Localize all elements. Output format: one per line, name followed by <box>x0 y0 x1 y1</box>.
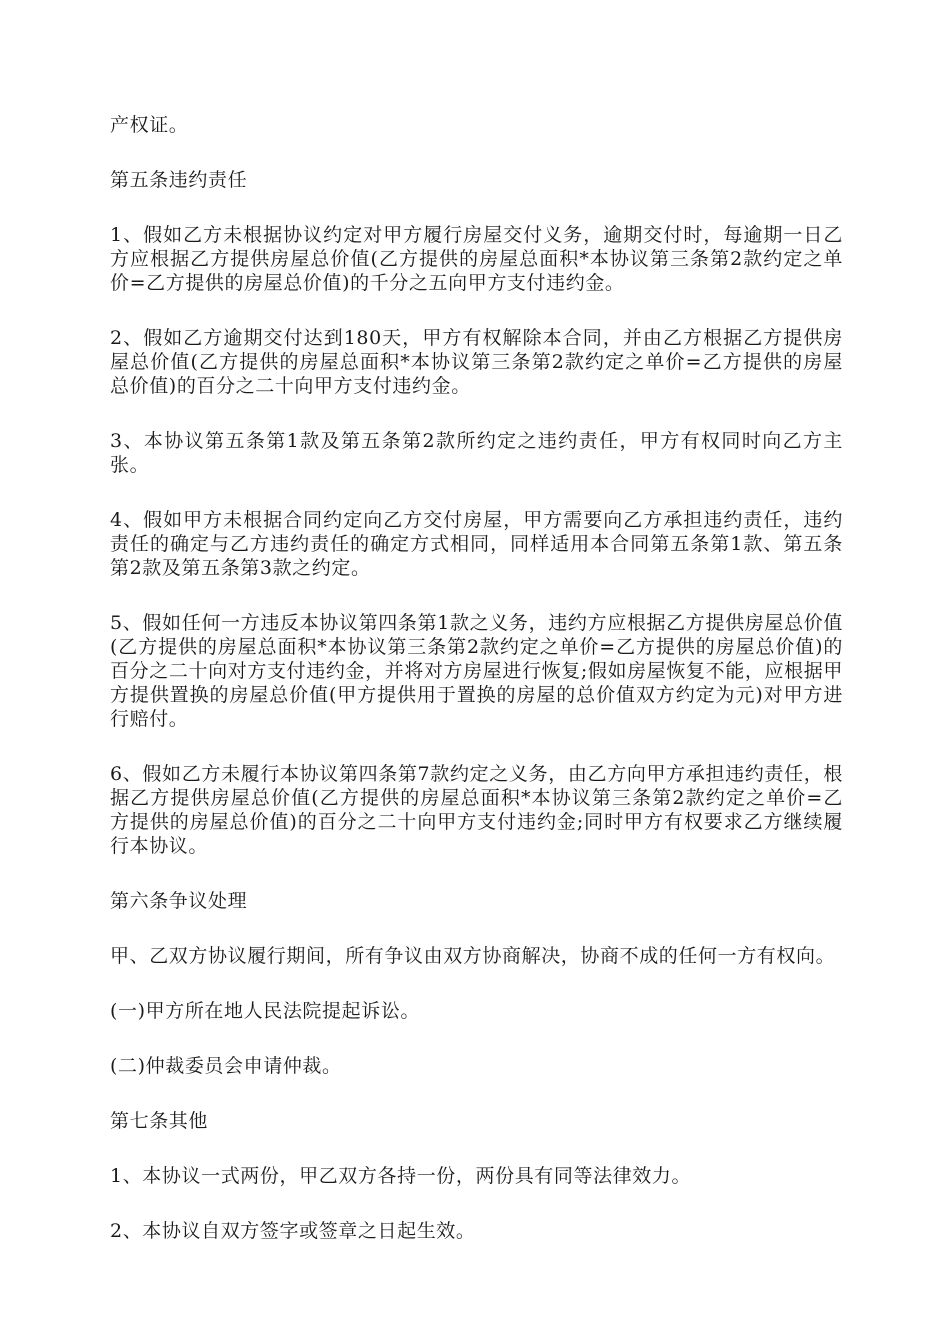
clause-5-5: 5、假如任何一方违反本协议第四条第1款之义务，违约方应根据乙方提供房屋总价值(乙方提供的房屋总面积*本协议第三条第2款约定之单价=乙方提供的房屋总价值)的百分之二十向对方支付违约金，并将对方房屋进行恢复;假如房屋恢复不能，应根据甲方提供置换的房屋总价值(甲方提供用于置换的房屋的总价值双方约定为元)对甲方进行赔付。 <box>110 612 843 730</box>
section-heading-article-6: 第六条争议处理 <box>110 890 248 912</box>
clause-6-option-1: (一)甲方所在地人民法院提起诉讼。 <box>110 1000 421 1022</box>
clause-5-1: 1、假如乙方未根据协议约定对甲方履行房屋交付义务，逾期交付时，每逾期一日乙方应根据乙方提供房屋总价值(乙方提供的房屋总面积*本协议第三条第2款约定之单价=乙方提供的房屋总价值)的千分之五向甲方支付违约金。 <box>110 224 843 294</box>
clause-5-2: 2、假如乙方逾期交付达到180天，甲方有权解除本合同，并由乙方根据乙方提供房屋总价值(乙方提供的房屋总面积*本协议第三条第2款约定之单价=乙方提供的房屋总价值)的百分之二十向甲方支付违约金。 <box>110 327 843 397</box>
section-heading-article-7: 第七条其他 <box>110 1110 209 1132</box>
clause-7-1: 1、本协议一式两份，甲乙双方各持一份，两份具有同等法律效力。 <box>110 1165 692 1187</box>
clause-5-6: 6、假如乙方未履行本协议第四条第7款约定之义务，由乙方向甲方承担违约责任，根据乙方提供房屋总价值(乙方提供的房屋总面积*本协议第三条第2款约定之单价=乙方提供的房屋总价值)的百分之二十向甲方支付违约金;同时甲方有权要求乙方继续履行本协议。 <box>110 763 843 857</box>
clause-5-3: 3、本协议第五条第1款及第五条第2款所约定之违约责任，甲方有权同时向乙方主张。 <box>110 430 843 476</box>
clause-5-4: 4、假如甲方未根据合同约定向乙方交付房屋，甲方需要向乙方承担违约责任，违约责任的确定与乙方违约责任的确定方式相同，同样适用本合同第五条第1款、第五条第2款及第五条第3款之约定。 <box>110 509 843 579</box>
clause-6-option-2: (二)仲裁委员会申请仲裁。 <box>110 1055 342 1077</box>
paragraph-continuation: 产权证。 <box>110 114 189 136</box>
document-page <box>110 113 843 1274</box>
section-heading-article-5: 第五条违约责任 <box>110 169 248 191</box>
clause-7-2: 2、本协议自双方签字或签章之日起生效。 <box>110 1220 476 1242</box>
clause-6-intro: 甲、乙双方协议履行期间，所有争议由双方协商解决，协商不成的任何一方有权向。 <box>110 945 836 967</box>
